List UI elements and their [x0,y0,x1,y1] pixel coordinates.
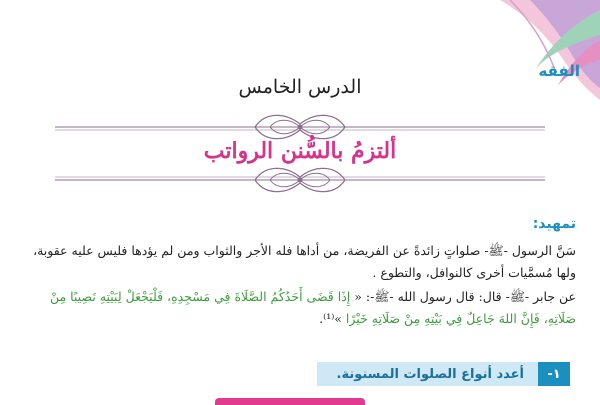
subject-label: الفقه [538,62,580,80]
next-section-strip [215,398,365,405]
lesson-number: الدرس الخامس [238,76,362,98]
hadith-text: إِذَا قَضَى أَحَدُكُمُ الصَّلَاةَ فِي مَسْجِدِهِ، فَلْيَجْعَلْ لِبَيْتِهِ نَصِيبًا مِنْ صَلَاتِهِ، فَإِنَّ اللهَ جَاعِلٌ فِي بَيْتِهِ مِنْ صَلَاتِهِ خَيْرًا [49,289,576,326]
question-text: أعدد أنواع الصلوات المسنونة. [317,362,538,386]
hadith-intro: عن جابر -ﷺ- قال: قال رسول الله -ﷺ-: « [354,289,576,304]
lesson-title: ألتزمُ بالسُّنن الرواتب [203,138,397,164]
title-ornament-bottom [55,165,545,195]
intro-paragraph: سَنَّ الرسول -ﷺ- صلواتٍ زائدةً عن الفريضة، من أداها فله الأجر والثواب ومن لم يؤدها فليس عليه عقوبة، ولها مُسمَّيات أخرى كالنوافل، والتطوع . [33,243,576,280]
question-number: ١- [538,362,570,386]
intro-heading: تمهيد: [532,216,576,232]
hadith-close: »⁽¹⁾. [319,311,342,326]
question-bar [317,362,570,386]
hadith-paragraph [24,286,576,330]
